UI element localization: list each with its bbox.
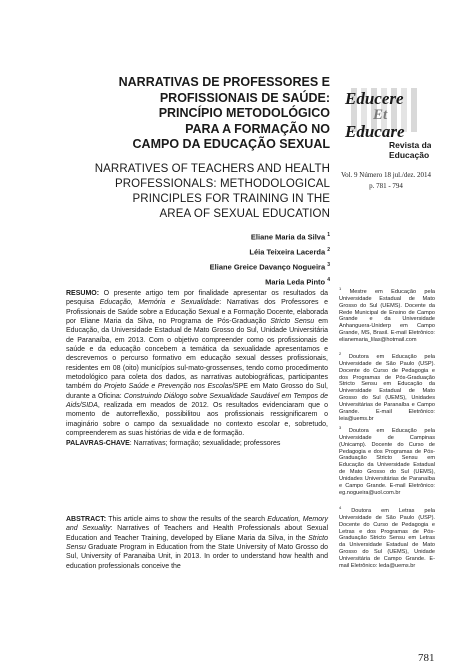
abstract-section (66, 515, 328, 571)
author-list (150, 229, 330, 289)
title-pt-line: PRINCÍPIO METODOLÓGICO (158, 106, 330, 120)
journal-logo-graphic (341, 82, 431, 164)
resumo-paragraph (66, 289, 328, 439)
abstract-italic: Education, Memory and Sexuality (66, 516, 328, 533)
abstract-text: This article aims to show the results of the search (106, 516, 268, 523)
logo-subtitle-1: Revista da (389, 140, 431, 150)
author-mark: 4 (327, 277, 330, 284)
page-range: p. 781 - 794 (369, 182, 403, 190)
logo-word-1: Educere (345, 89, 404, 108)
page-number: 781 (418, 652, 435, 664)
author-mark: 2 (327, 247, 330, 254)
abstract-text: Graduate Program in Education from the State University of Mato Grosso do Sul, University of Paranaiba Unit, in 2013. In order to understand how health and education professionals conceive the (66, 544, 328, 570)
footnote (339, 286, 435, 344)
footnote-text: Doutora em Educação pela Universidade de São Paulo (USP). Docente do Curso de Pedagogia e dos Programas de Pós-Graduação Stricto Sensu em Educação da Universidade Estadual de Mato Grosso do Sul (UEMS), Unidades Universitárias de Paranaíba e Campo Grande. E-mail Eletrônico: leia@uems.br (339, 353, 435, 423)
footnote-mark: 1 (339, 286, 342, 291)
resumo-italic: Educação, Memória e Sexualidade (99, 299, 220, 307)
footnote-mark: 3 (339, 425, 342, 430)
footnote-text: Mestre em Educação pela Universidade Estadual de Mato Grosso do Sul (UEMS). Docente da Rede Municipal de Ensino de Campo Grande e da Universidade Anhanguera-Uniderp em Campo Grande, MS, Brasil. E-mail Eletrônico: elianemaria_lilas@hotmail.com (339, 288, 435, 344)
logo-word-3: Educare (345, 122, 405, 141)
footnote-text: Doutora em Letras pela Universidade de São Paulo (USP). Docente do Curso de Pedagogia e Letras e dos Programas de Pós-Graduação Stricto Sensu em Letras da Universidade Estadual de Mato Grosso do Sul (UEMS), Unidade Universitária de Campo Grande. E-mail Eletrônico: leda@uems.br (339, 507, 435, 570)
keywords-label: PALAVRAS-CHAVE (66, 439, 130, 447)
resumo-section (66, 289, 328, 448)
journal-info (336, 170, 436, 192)
resumo-italic: Construindo Diálogo sobre Sexualidade Saudável em Tempos de Aids/SIDA (66, 392, 329, 410)
footnote-mark: 2 (339, 351, 342, 356)
resumo-text: O presente artigo tem por finalidade apresentar os resultados da pesquisa (66, 290, 328, 307)
journal-logo (341, 82, 431, 164)
author-name: Léia Teixeira Lacerda (249, 247, 326, 257)
author-line (150, 274, 330, 289)
title-pt-line: PROFISSIONAIS DE SAÚDE: (159, 90, 330, 105)
author-name: Eliane Greice Davanço Nogueira (209, 262, 326, 272)
author-name: Maria Leda Pinto (265, 277, 326, 287)
volume-line: Vol. 9 Número 18 jul./dez. 2014 (340, 171, 432, 179)
author-name: Eliane Maria da Silva (250, 232, 326, 242)
footnote (339, 505, 435, 570)
resumo-italic: Stricto Sensu (270, 318, 315, 326)
author-line (150, 244, 330, 259)
author-mark: 3 (327, 262, 330, 269)
keywords-paragraph (66, 439, 328, 448)
footnote (339, 425, 435, 497)
title-en-line: NARRATIVES OF TEACHERS AND HEALTH (94, 163, 330, 175)
resumo-text: , realizada em meados de 2012. Os resultados evidenciaram que o momento de autorreflexão, possibilitou aos profissionais ressignificarem o imaginário sobre o campo da sexualidade no contexto escolar e, sobretudo, compreenderem as suas histórias de vida e de formação. (66, 402, 328, 438)
title-pt-line: PARA A FORMAÇÃO NO (185, 121, 330, 136)
footnote (339, 351, 435, 423)
resumo-text: /SPE em Mato Grosso do Sul, durante a Oficina: (66, 383, 328, 400)
author-line (150, 259, 330, 274)
title-english (40, 162, 330, 222)
footnote-mark: 4 (339, 505, 342, 510)
title-en-line: PROFESSIONALS: METHODOLOGICAL (114, 178, 330, 190)
title-pt-line: NARRATIVAS DE PROFESSORES E (118, 75, 330, 89)
resumo-text: : Narrativas dos Professores e Profissionais de Saúde sobre a Educação Sexual e a Formação Docente, elaborada por Eliane Maria da Silva, no Programa de Pós-Graduação (66, 299, 328, 326)
title-portuguese (64, 75, 330, 153)
logo-word-2: Et (373, 107, 388, 123)
title-en-line: AREA OF SEXUAL EDUCATION (159, 208, 330, 220)
resumo-italic: Projeto Saúde e Prevenção nos Escolas (104, 383, 232, 391)
author-line (150, 229, 330, 244)
abstract-italic: Stricto Sensu (66, 534, 328, 552)
resumo-text: em Educação, da Universidade Estadual de Mato Grosso do Sul, Unidade Universitária de Paranaíba, em 2013. Com o objetivo compreender como os profissionais de saúde e da educação concebem a temática da sexualidade apresentamos e descrevemos o percurso formativo em educação sexual desses profissionais, residentes em 08 (oito) municípios sul-mato-grossenses, tendo como procedimento metodológico para coleta dos dados, as narrativas autobiográficas, participantes também do (66, 318, 328, 391)
title-en-line: PRINCIPLES FOR TRAINING IN THE (132, 193, 330, 205)
keywords-text: : Narrativas; formação; sexualidade; professores (129, 439, 281, 447)
resumo-label: RESUMO: (66, 290, 100, 297)
author-mark: 1 (327, 232, 330, 238)
abstract-label: ABSTRACT: (66, 516, 107, 523)
title-pt-line: CAMPO DA EDUCAÇÃO SEXUAL (132, 137, 330, 151)
logo-subtitle-2: Educação (389, 150, 430, 160)
footnote-text: Doutora em Educação pela Universidade de Campinas (Unicamp). Docente do Curso de Pedagogia e dos Programas de Pós-Graduação Stricto Sensu em Educação da Universidade Estadual de Mato Grosso do Sul (UEMS), Unidades Universitárias de Paranaíba e Campo Grande. E-mail Eletrônico: eg.nogueira@uol.com.br (339, 427, 435, 497)
abstract-paragraph (66, 515, 328, 571)
abstract-text: : Narratives of Teachers and Health Professionals about Sexual Education and Teacher Training, developed by Eliane Maria da Silva, in the (66, 525, 328, 542)
